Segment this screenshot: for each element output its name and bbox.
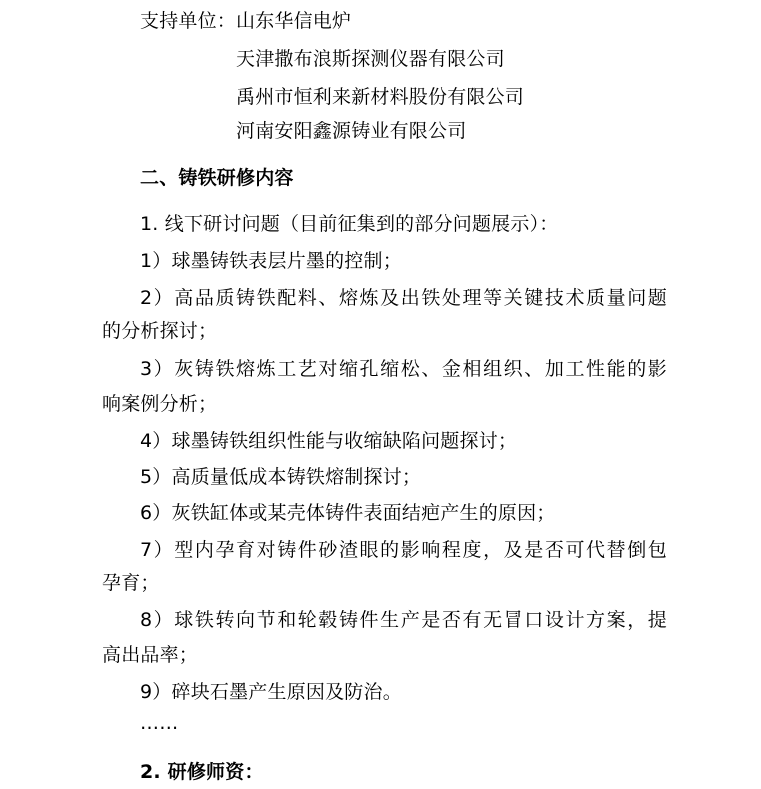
support-unit: 河南安阳鑫源铸业有限公司 [236, 120, 467, 142]
item-intro: 1. 线下研讨问题（目前征集到的部分问题展示）： [140, 213, 559, 235]
problem-line: 的分析探讨； [102, 320, 218, 342]
problem-line: 孕育； [102, 572, 160, 594]
problem-line: 1）球墨铸铁表层片墨的控制； [140, 250, 402, 272]
section-heading: 二、铸铁研修内容 [140, 167, 294, 189]
support-unit: 天津撒布浪斯探测仪器有限公司 [236, 48, 505, 70]
support-unit: 禹州市恒利来新材料股份有限公司 [236, 86, 525, 108]
problem-line: 9）碎块石墨产生原因及防治。 [140, 681, 402, 703]
problem-line: 5）高质量低成本铸铁熔制探讨； [140, 466, 422, 488]
problem-line: 2）高品质铸铁配料、熔炼及出铁处理等关键技术质量问题 [140, 287, 667, 309]
problem-line: 4）球墨铸铁组织性能与收缩缺陷问题探讨； [140, 430, 518, 452]
support-unit: 山东华信电炉 [236, 10, 352, 32]
ellipsis: …… [140, 712, 179, 734]
problem-line: 响案例分析； [102, 393, 218, 415]
problem-line: 8）球铁转向节和轮毂铸件生产是否有无冒口设计方案，提 [140, 609, 667, 631]
item-heading: 2. 研修师资： [140, 761, 264, 783]
support-label: 支持单位： [140, 10, 237, 32]
problem-line: 高出品率； [102, 644, 199, 666]
problem-line: 6）灰铁缸体或某壳体铸件表面结疤产生的原因； [140, 502, 556, 524]
problem-line: 3）灰铸铁熔炼工艺对缩孔缩松、金相组织、加工性能的影 [140, 358, 667, 380]
problem-line: 7）型内孕育对铸件砂渣眼的影响程度，及是否可代替倒包 [140, 539, 667, 561]
